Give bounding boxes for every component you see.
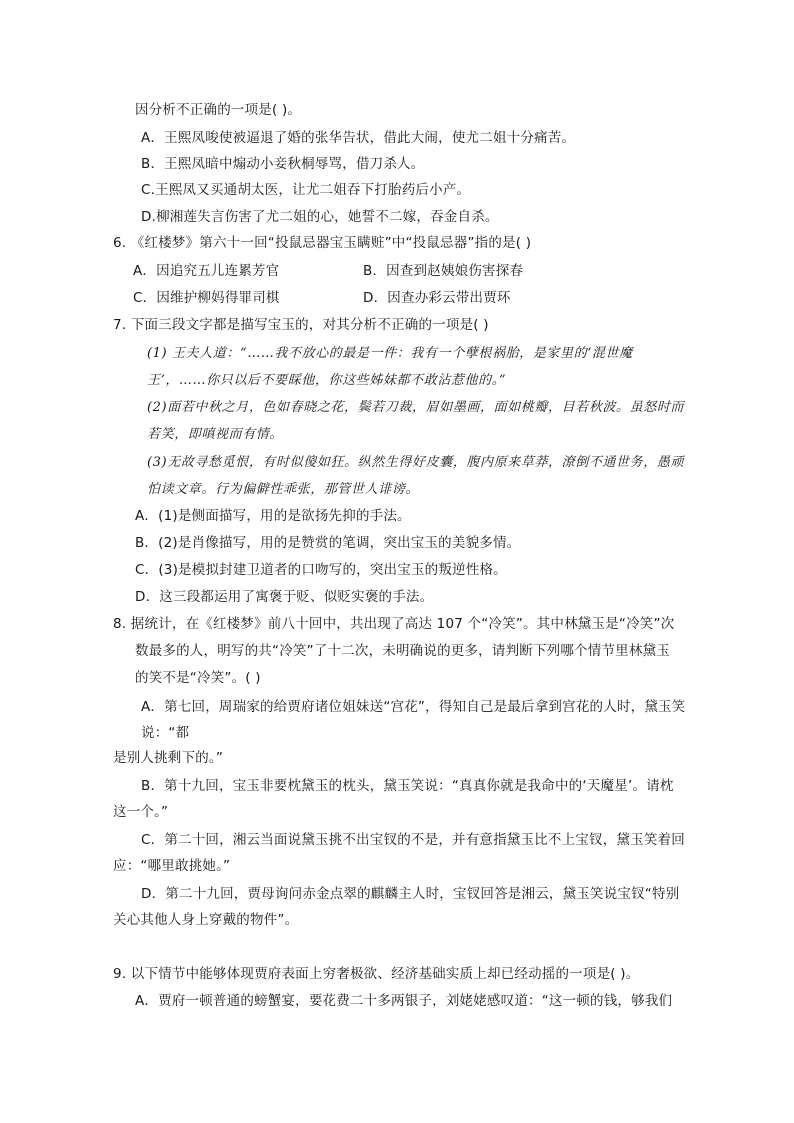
q7-option-d: D．这三段都运用了寓褒于贬、似贬实褒的手法。 [135,589,434,605]
q7-passage-1-line-1: (1) 王夫人道：“……我不放心的最是一件：我有一个孽根祸胎，是家里的‘混世魔 [147,346,633,361]
q5-option-c: C.王熙凤又买通胡太医，让尤二姐吞下打胎药后小产。 [141,182,471,198]
q5-option-b: B．王熙凤暗中煽动小妾秋桐辱骂，借刀杀人。 [141,156,425,172]
q8-stem-line-3: 的笑不是“冷笑”。( ) [135,670,261,686]
q8-option-a-line-2: 说：“都 [141,725,190,741]
q8-option-b-line-2: 这一个。” [113,804,169,820]
q6-option-c: C．因维护柳妈得罪司棋 [133,290,280,306]
q8-option-d-line-2: 关心其他人身上穿戴的物件”。 [113,912,299,928]
q8-option-c-line-2: 应：“哪里敢挑她。” [113,858,231,874]
q6-option-a: A．因追究五儿连累芳官 [133,263,280,279]
q6-option-d: D．因查办彩云带出贾环 [363,290,511,306]
q8-stem-line-1: 8. 据统计，在《红楼梦》前八十回中，共出现了高达 107 个“冷笑”。其中林黛玉是“冷笑”次 [113,616,675,632]
q7-option-a: A．(1)是侧面描写，用的是欲扬先抑的手法。 [135,508,411,524]
q8-option-d-line-1: D．第二十九回，贾母询问赤金点翠的麒麟主人时，宝钗回答是湘云，黛玉笑说宝钗“特别 [141,886,680,902]
q8-option-a-line-1: A．第七回，周瑞家的给贾府诸位姐妹送“宫花”，得知自己是最后拿到宫花的人时，黛玉笑 [141,699,686,715]
q8-stem-line-2: 数最多的人，明写的共“冷笑”了十二次，未明确说的更多，请判断下列哪个情节里林黛玉 [135,643,670,659]
q6-option-b: B．因查到赵姨娘伤害探春 [363,263,524,279]
q8-option-b-line-1: B．第十九回，宝玉非要枕黛玉的枕头，黛玉笑说：“真真你就是我命中的‘天魔星’。请枕 [141,778,674,794]
q7-passage-2-line-2: 若笑，即嗔视而有情。 [147,427,284,442]
q8-option-a-line-3: 是别人挑剩下的。” [113,750,224,766]
q8-option-c-line-1: C．第二十回，湘云当面说黛玉挑不出宝钗的不是，并有意指黛玉比不上宝钗，黛玉笑着回 [141,832,685,848]
q7-passage-3-line-2: 怕读文章。行为偏僻性乖张，那管世人诽谤。 [147,482,420,497]
q5-option-a: A．王熙凤唆使被逼退了婚的张华告状，借此大闹，使尤二姐十分痛苦。 [141,130,576,146]
q5-option-d: D.柳湘莲失言伤害了尤二姐的心，她誓不二嫁，吞金自杀。 [141,209,499,225]
q7-passage-2-line-1: (2)面若中秋之月，色如春晓之花，鬓若刀裁，眉如墨画，面如桃瓣，目若秋波。虽怒时而 [147,400,685,415]
q7-option-c: C．(3)是模拟封建卫道者的口吻写的，突出宝玉的叛逆性格。 [135,562,507,578]
q6-stem: 6. 《红楼梦》第六十一回“投鼠忌器宝玉瞒赃”中“投鼠忌器”指的是( ) [113,235,532,251]
q7-stem: 7. 下面三段文字都是描写宝玉的，对其分析不正确的一项是( ) [113,317,489,333]
q5-stem-continuation: 因分析不正确的一项是( )。 [135,102,302,118]
q7-option-b: B．(2)是肖像描写，用的是赞赏的笔调，突出宝玉的美貌多情。 [135,535,521,551]
q7-passage-1-line-2: 王’，……你只以后不要睬他，你这些姊妹都不敢沾惹他的。” [147,373,507,388]
q9-stem: 9. 以下情节中能够体现贾府表面上穷奢极欲、经济基础实质上却已经动摇的一项是( )。 [113,966,640,982]
q7-passage-3-line-1: (3)无故寻愁觅恨，有时似傻如狂。纵然生得好皮囊，腹内原来草莽，潦倒不通世务，愚顽 [147,455,685,470]
q9-option-a: A．贾府一顿普通的螃蟹宴，要花费二十多两银子，刘姥姥感叹道：“这一顿的钱，够我们 [135,993,673,1009]
